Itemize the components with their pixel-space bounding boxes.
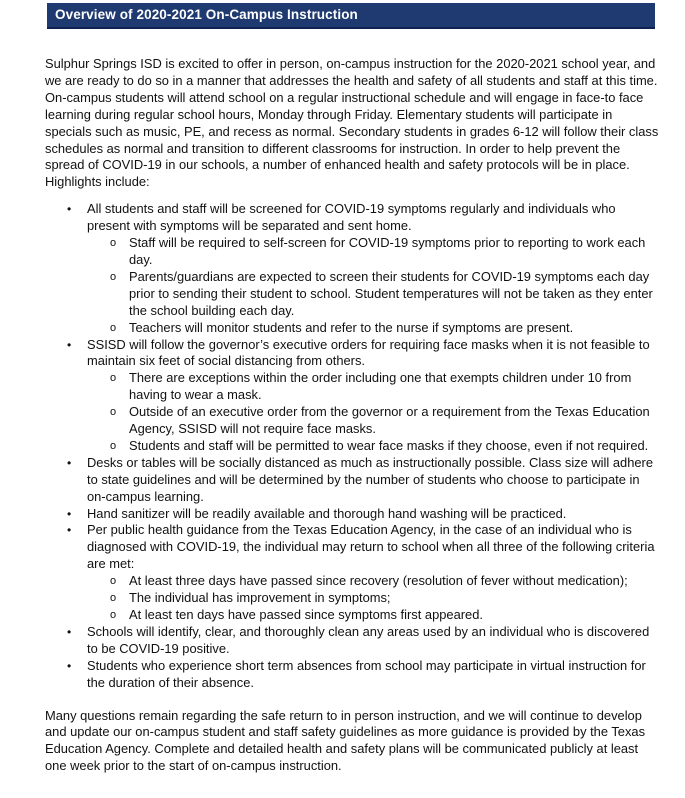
sub-bullet-icon: o	[110, 270, 117, 283]
section-title: Overview of 2020-2021 On-Campus Instruction	[55, 7, 358, 22]
sub-bullet-text: Teachers will monitor students and refer to the nurse if symptoms are present.	[129, 319, 574, 335]
bullet-icon: •	[67, 658, 72, 673]
sub-bullet-text: Outside of an executive order from the governor or a requirement from the Texas Education Agency, SSISD will not require face masks.	[129, 404, 650, 437]
document-body	[45, 56, 660, 775]
sub-bullet-text: There are exceptions within the order including one that exempts children under 10 from having to wear a mask.	[129, 370, 632, 403]
sub-bullet-text: Students and staff will be permitted to wear face masks if they choose, even if not required.	[129, 437, 649, 453]
sub-bullet-item	[45, 370, 660, 404]
closing-paragraph: Many questions remain regarding the safe return to in person instruction, and we will continue to develop and update our on-campus student and staff safety guidelines as more guidance is provided by the Texas Education Agency. Complete and detailed health and safety plans will be communicated publicly at least one week prior to the start of on-campus instruction.	[45, 707, 646, 774]
sub-bullet-icon: o	[110, 575, 117, 588]
sub-bullet-list	[87, 235, 660, 336]
bullet-text: Desks or tables will be socially distanced as much as instructionally possible. Class size will adhere to state guidelines and will be determined by the number of students who choose to participate in on-campus learning.	[87, 454, 653, 504]
sub-bullet-item	[45, 607, 660, 624]
sub-bullet-icon: o	[110, 592, 117, 605]
sub-bullet-list	[87, 370, 660, 455]
sub-bullet-icon: o	[110, 439, 117, 452]
bullet-item	[45, 337, 660, 455]
sub-bullet-item	[45, 438, 660, 455]
sub-bullet-list	[87, 573, 660, 624]
section-header-bar	[47, 3, 655, 29]
bullet-item	[45, 201, 660, 336]
sub-bullet-icon: o	[110, 237, 117, 250]
sub-bullet-icon: o	[110, 372, 117, 385]
sub-bullet-item	[45, 573, 660, 590]
sub-bullet-icon: o	[110, 609, 117, 621]
bullet-item	[45, 506, 660, 523]
bullet-text: Students who experience short term absences from school may participate in virtual instruction for the duration of their absence.	[87, 657, 646, 690]
bullet-icon: •	[67, 202, 72, 217]
sub-bullet-text: The individual has improvement in symptoms;	[129, 590, 391, 606]
bullet-icon: •	[67, 337, 72, 352]
sub-bullet-item	[45, 590, 660, 607]
sub-bullet-item	[45, 269, 660, 320]
sub-bullet-item	[45, 235, 660, 269]
sub-bullet-text: Parents/guardians are expected to screen their students for COVID-19 symptoms each day prior to sending their student to school. Student temperatures will not be taken as they enter the school building each day.	[129, 268, 653, 318]
intro-paragraph: Sulphur Springs ISD is excited to offer in person, on-campus instruction for the 2020-2021 school year, and we are ready to do so in a manner that addresses the health and safety of all students and staff at this time. On-campus students will attend school on a regular instructional schedule and will engage in face-to face learning during regular school hours, Monday through Friday. Elementary students will participate in specials such as music, PE, and recess as normal. Secondary students in grades 6-12 will follow their class schedules as normal and transition to different classrooms for instruction. In order to help prevent the spread of COVID-19 in our schools, a number of enhanced health and safety protocols will be in place. Highlights include:	[45, 56, 659, 190]
bullet-icon: •	[67, 455, 72, 470]
bullet-item	[45, 522, 660, 623]
bullet-text: Per public health guidance from the Texas Education Agency, in the case of an individual who is diagnosed with COVID-19, the individual may return to school when all three of the following criteria are met:	[87, 522, 655, 572]
bullet-icon: •	[67, 624, 72, 639]
bullet-item	[45, 455, 660, 506]
bullet-icon: •	[67, 506, 72, 521]
sub-bullet-text: At least ten days have passed since symptoms first appeared.	[129, 607, 483, 622]
sub-bullet-icon: o	[110, 321, 117, 334]
bullet-text: All students and staff will be screened for COVID-19 symptoms regularly and individuals who present with symptoms will be separated and sent home.	[87, 201, 616, 234]
sub-bullet-text: Staff will be required to self-screen for COVID-19 symptoms prior to reporting to work each day.	[129, 235, 646, 267]
sub-bullet-item	[45, 320, 660, 337]
highlights-list	[45, 201, 660, 691]
sub-bullet-text: At least three days have passed since recovery (resolution of fever without medication);	[129, 573, 628, 589]
bullet-icon: •	[67, 523, 72, 538]
bullet-item	[45, 658, 660, 692]
sub-bullet-item	[45, 404, 660, 438]
bullet-item	[45, 624, 660, 658]
sub-bullet-icon: o	[110, 406, 117, 419]
bullet-text: SSISD will follow the governor’s executive orders for requiring face masks when it is not feasible to maintain six feet of social distancing from others.	[87, 336, 650, 369]
bullet-text: Hand sanitizer will be readily available and thorough hand washing will be practiced.	[87, 505, 567, 521]
bullet-text: Schools will identify, clear, and thoroughly clean any areas used by an individual who is discovered to be COVID-19 positive.	[87, 623, 650, 656]
